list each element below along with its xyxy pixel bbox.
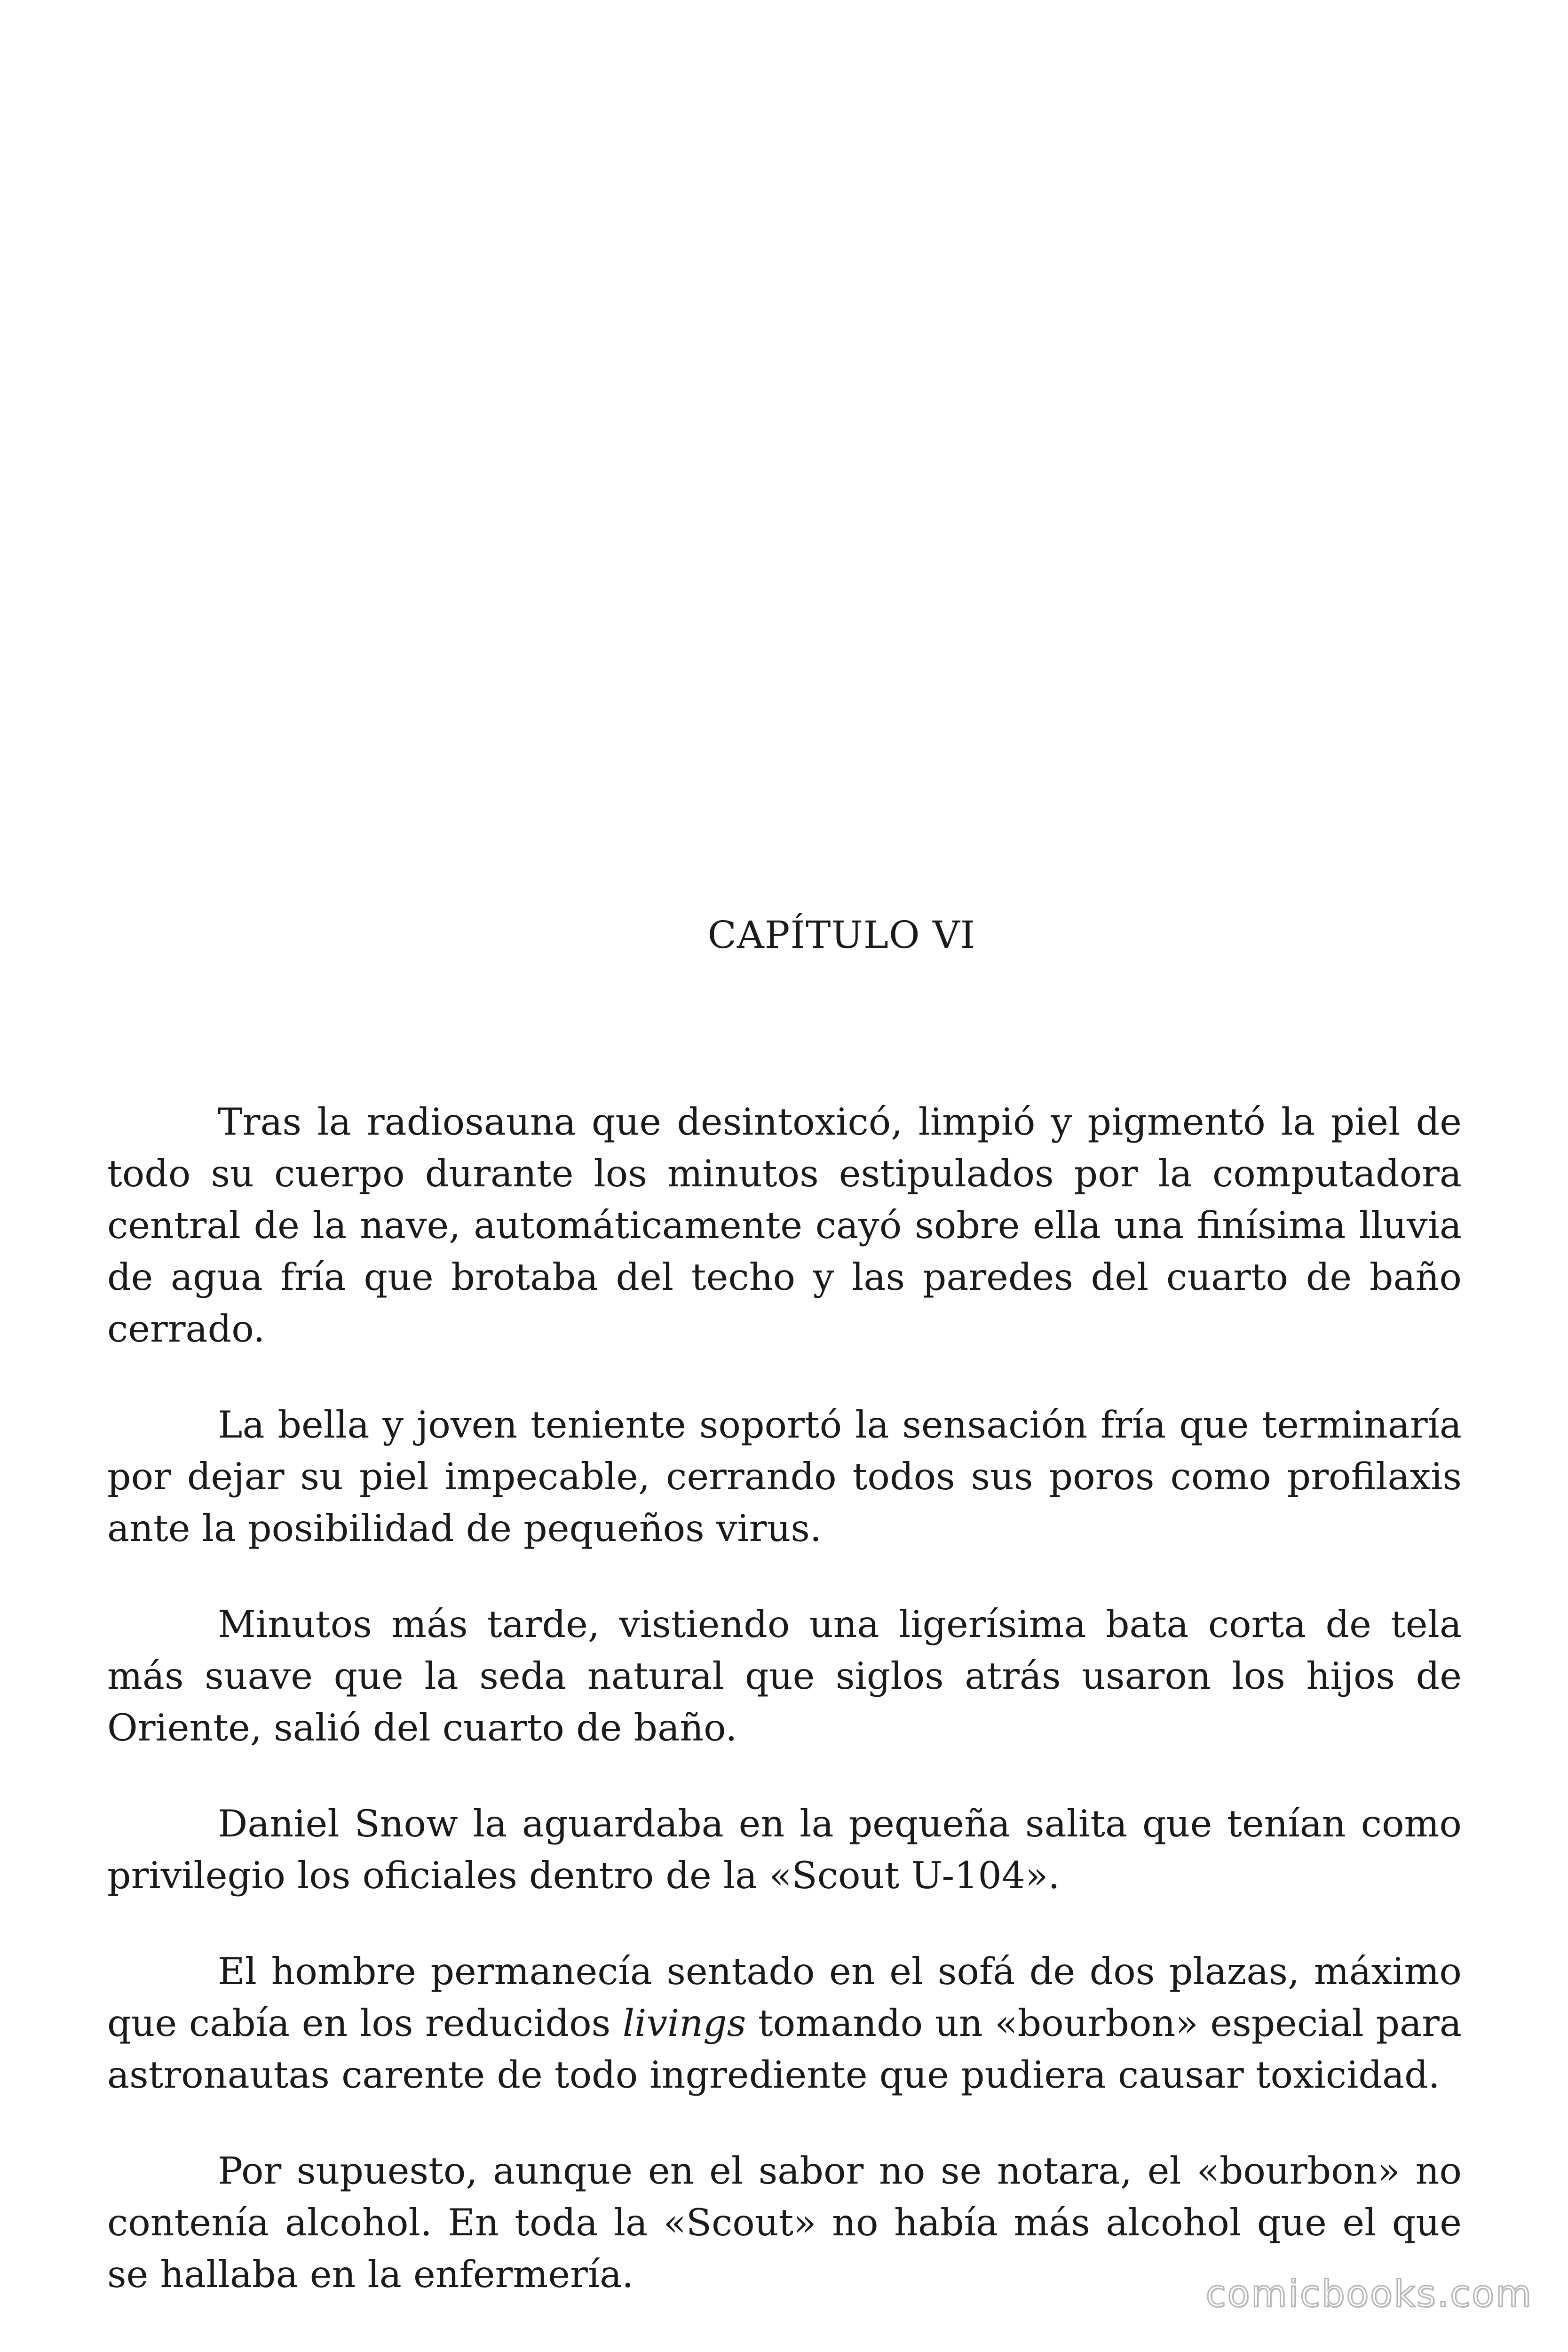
paragraph-2: La bella y joven teniente soportó la sensación fría que terminaría por dejar su piel impecable, cerrando todos sus poros como profilaxis ante la posibilidad de pequeños virus. xyxy=(107,1403,1462,1550)
paragraph-5 xyxy=(107,1946,1462,2101)
paragraph-5-text-before: El hombre permanecía sentado en el sofá de dos plazas, máximo que cabía en los reducidos xyxy=(107,1950,1462,2045)
paragraph-1: Tras la radiosauna que desintoxicó, limpió y pigmentó la piel de todo su cuerpo durante los minutos estipulados por la computadora central de la nave, automáticamente cayó sobre ella una finísima lluvia de agua fría que brotaba del techo y las paredes del cuarto de baño cerrado. xyxy=(107,1100,1462,1351)
paragraph-4: Daniel Snow la aguardaba en la pequeña salita que tenían como privilegio los oficiales dentro de la «Scout U-104». xyxy=(107,1802,1462,1897)
chapter-body xyxy=(107,1096,1462,2344)
italic-word-livings: livings xyxy=(622,2002,746,2045)
paragraph-6: Por supuesto, aunque en el sabor no se notara, el «bourbon» no contenía alcohol. En toda la «Scout» no había más alcohol que el que se hallaba en la enfermería. xyxy=(107,2149,1462,2296)
paragraph-5-text-after: tomando un «bourbon» especial para astronautas carente de todo ingrediente que pudiera causar toxicidad. xyxy=(107,2002,1462,2097)
chapter-title: CAPÍTULO VI xyxy=(707,913,976,957)
watermark-logo: comicbooks.com xyxy=(1205,2273,1533,2315)
paragraph-3: Minutos más tarde, vistiendo una ligerísima bata corta de tela más suave que la seda natural que siglos atrás usaron los hijos de Oriente, salió del cuarto de baño. xyxy=(107,1603,1462,1749)
